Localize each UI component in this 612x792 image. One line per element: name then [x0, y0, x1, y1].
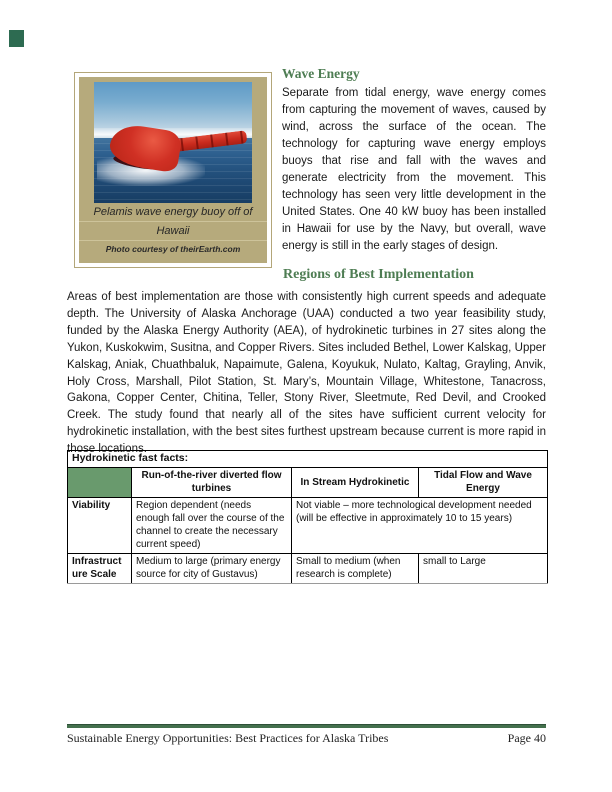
- viability-run-of-river-cell: Region dependent (needs enough fall over the course of the channel to create the necessary current speed): [132, 498, 292, 554]
- footer-page-number: Page 40: [507, 731, 546, 745]
- viability-label: Viability: [68, 498, 132, 554]
- table-header-row: [68, 468, 548, 498]
- footer-document-title: Sustainable Energy Opportunities: Best Practices for Alaska Tribes: [67, 731, 389, 745]
- hydrokinetic-facts-table: [67, 450, 548, 584]
- footer-divider-bar: [67, 724, 546, 728]
- figure-caption-line2: Hawaii: [79, 221, 267, 240]
- table-header-blank-cell: [68, 468, 132, 498]
- footer: [67, 731, 546, 746]
- wave-energy-section: [282, 66, 546, 255]
- table-header-run-of-river: Run-of-the-river diverted flow turbines: [132, 468, 292, 498]
- pelamis-photo: [94, 82, 252, 203]
- table-header-in-stream: In Stream Hydrokinetic: [292, 468, 419, 498]
- figure-photo-credit: Photo courtesy of theirEarth.com: [79, 240, 267, 255]
- infrastructure-label: Infrastructure Scale: [68, 554, 132, 584]
- viability-in-stream-tidal-cell: Not viable – more technological development needed (will be effective in approximately 10 to 15 years): [292, 498, 548, 554]
- table-row-infrastructure: [68, 554, 548, 584]
- infrastructure-tidal-cell: small to Large: [419, 554, 548, 584]
- regions-paragraph: Areas of best implementation are those with consistently high current speeds and adequate depth. The University of Alaska Anchorage (UAA) conducted a two year feasibility study, funded by the Alaska Energy Authority (AEA), of hydrokinetic turbines in 27 sites along the Yukon, Kuskokwim, Susitna, and Copper Rivers. Sites included Bethel, Lower Kalskag, Upper Kalskag, Aniak, Chuathbaluk, Napaimute, Galena, Koyukuk, Nulato, Kaltag, Grayling, Anvik, Holy Cross, Marshall, Pilot Station, St. Mary’s, Mountain Village, Whitestone, Tanacross, Gakona, Copper Center, Chitina, Teller, Stony River, Sleetmute, Red Devil, and Crooked Creek. The study found that nearly all of the sites have sufficient current velocity for hydrokinetic installation, with the best sites furthest upstream because current is more rapid in those locations.: [67, 291, 546, 456]
- figure-panel: [79, 77, 267, 263]
- table-row-viability: [68, 498, 548, 554]
- wave-energy-heading: Wave Energy: [282, 66, 360, 81]
- table-header-tidal-wave: Tidal Flow and Wave Energy: [419, 468, 548, 498]
- regions-heading: Regions of Best Implementation: [283, 267, 474, 282]
- table-title-row: [68, 451, 548, 468]
- figure-frame: [74, 72, 272, 268]
- page-corner-marker: [9, 30, 24, 47]
- infrastructure-run-of-river-cell: Medium to large (primary energy source for city of Gustavus): [132, 554, 292, 584]
- figure-caption-line1: Pelamis wave energy buoy off of: [93, 206, 253, 218]
- wave-energy-paragraph: Separate from tidal energy, wave energy comes from capturing the movement of waves, caused by wind, across the surface of the ocean. The technology for capturing wave energy employs buoys that rise and fall with the waves and generate electricity from the movement. This technology has seen very little development in the United States. One 40 kW buoy has been installed in Hawaii for use by the Navy, but overall, wave energy is still in the early stages of design.: [282, 87, 546, 252]
- table-title: Hydrokinetic fast facts:: [68, 451, 548, 468]
- infrastructure-in-stream-cell: Small to medium (when research is complete): [292, 554, 419, 584]
